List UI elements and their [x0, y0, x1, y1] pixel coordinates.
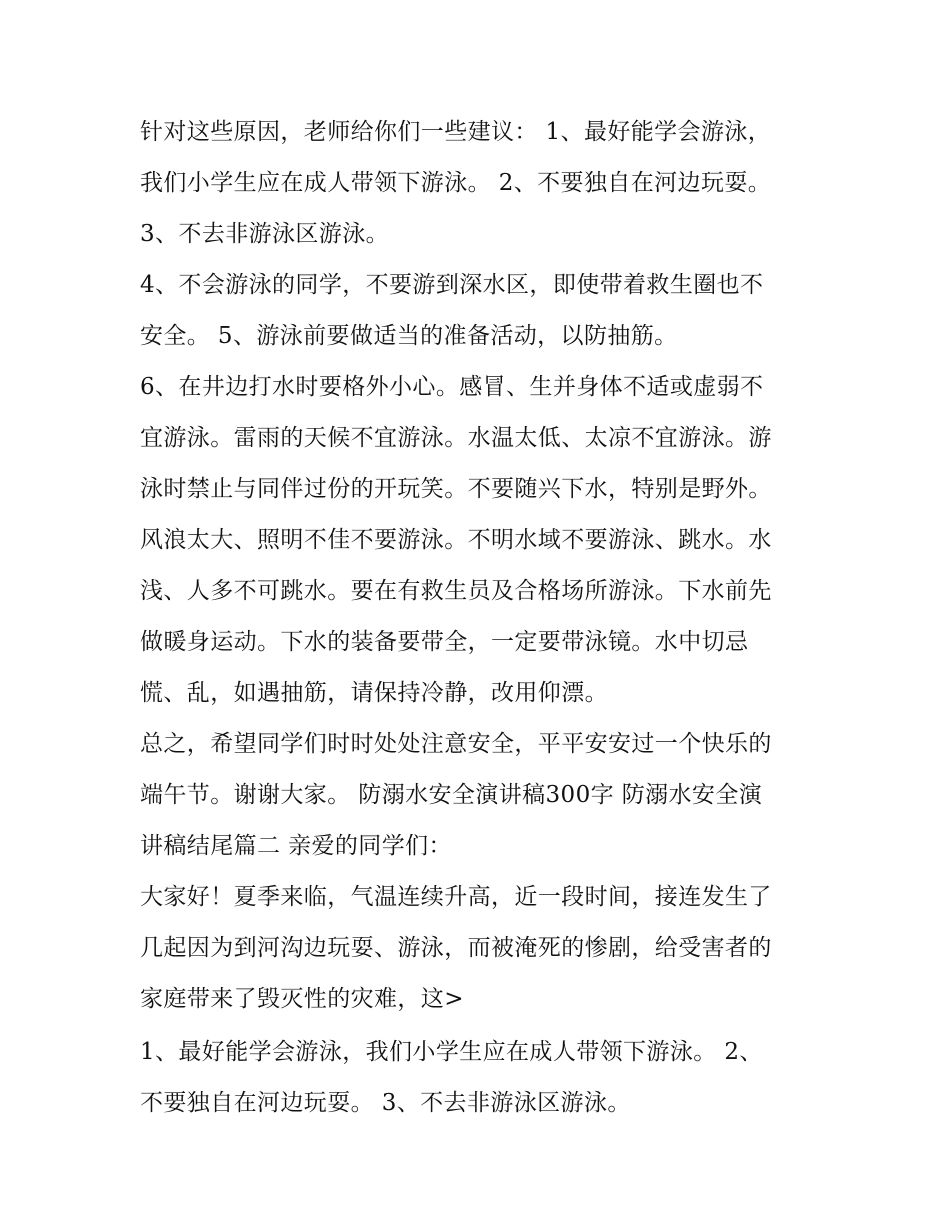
text-line: 风浪太大、照明不佳不要游泳。不明水域不要游泳、跳水。水	[140, 527, 772, 553]
text-line: 宜游泳。雷雨的天候不宜游泳。水温太低、太凉不宜游泳。游	[140, 425, 772, 451]
text-line: 慌、乱，如遇抽筋，请保持冷静，改用仰漂。	[140, 680, 608, 706]
text-line: 我们小学生应在成人带领下游泳。 2、不要独自在河边玩耍。	[140, 170, 772, 196]
text-line: 针对这些原因，老师给你们一些建议： 1、最好能学会游泳，	[140, 119, 772, 145]
text-line: 浅、人多不可跳水。要在有救生员及合格场所游泳。下水前先	[140, 578, 772, 604]
text-line: 4、不会游泳的同学，不要游到深水区，即使带着救生圈也不	[140, 272, 764, 298]
text-line: 1、最好能学会游泳，我们小学生应在成人带领下游泳。 2、	[140, 1039, 763, 1065]
text-line: 6、在井边打水时要格外小心。感冒、生并身体不适或虚弱不	[140, 374, 764, 400]
text-line: 大家好！夏季来临，气温连续升高，近一段时间，接连发生了	[140, 884, 772, 910]
text-line: 家庭带来了毁灭性的灾难，这>	[140, 986, 464, 1012]
text-line: 做暖身运动。下水的装备要带全，一定要带泳镜。水中切忌	[140, 629, 749, 655]
body-text	[140, 107, 820, 1129]
text-line: 讲稿结尾篇二 亲爱的同学们：	[140, 833, 452, 859]
text-line: 几起因为到河沟边玩耍、游泳，而被淹死的惨剧，给受害者的	[140, 935, 772, 961]
text-line: 安全。 5、游泳前要做适当的准备活动，以防抽筋。	[140, 323, 678, 349]
text-line: 泳时禁止与同伴过份的开玩笑。不要随兴下水，特别是野外。	[140, 476, 772, 502]
text-line: 不要独自在河边玩耍。 3、不去非游泳区游泳。	[140, 1090, 631, 1116]
text-line: 端午节。谢谢大家。 防溺水安全演讲稿300字 防溺水安全演	[140, 782, 763, 808]
text-line: 总之，希望同学们时时处处注意安全，平平安安过一个快乐的	[140, 731, 772, 757]
text-line: 3、不去非游泳区游泳。	[140, 221, 390, 247]
